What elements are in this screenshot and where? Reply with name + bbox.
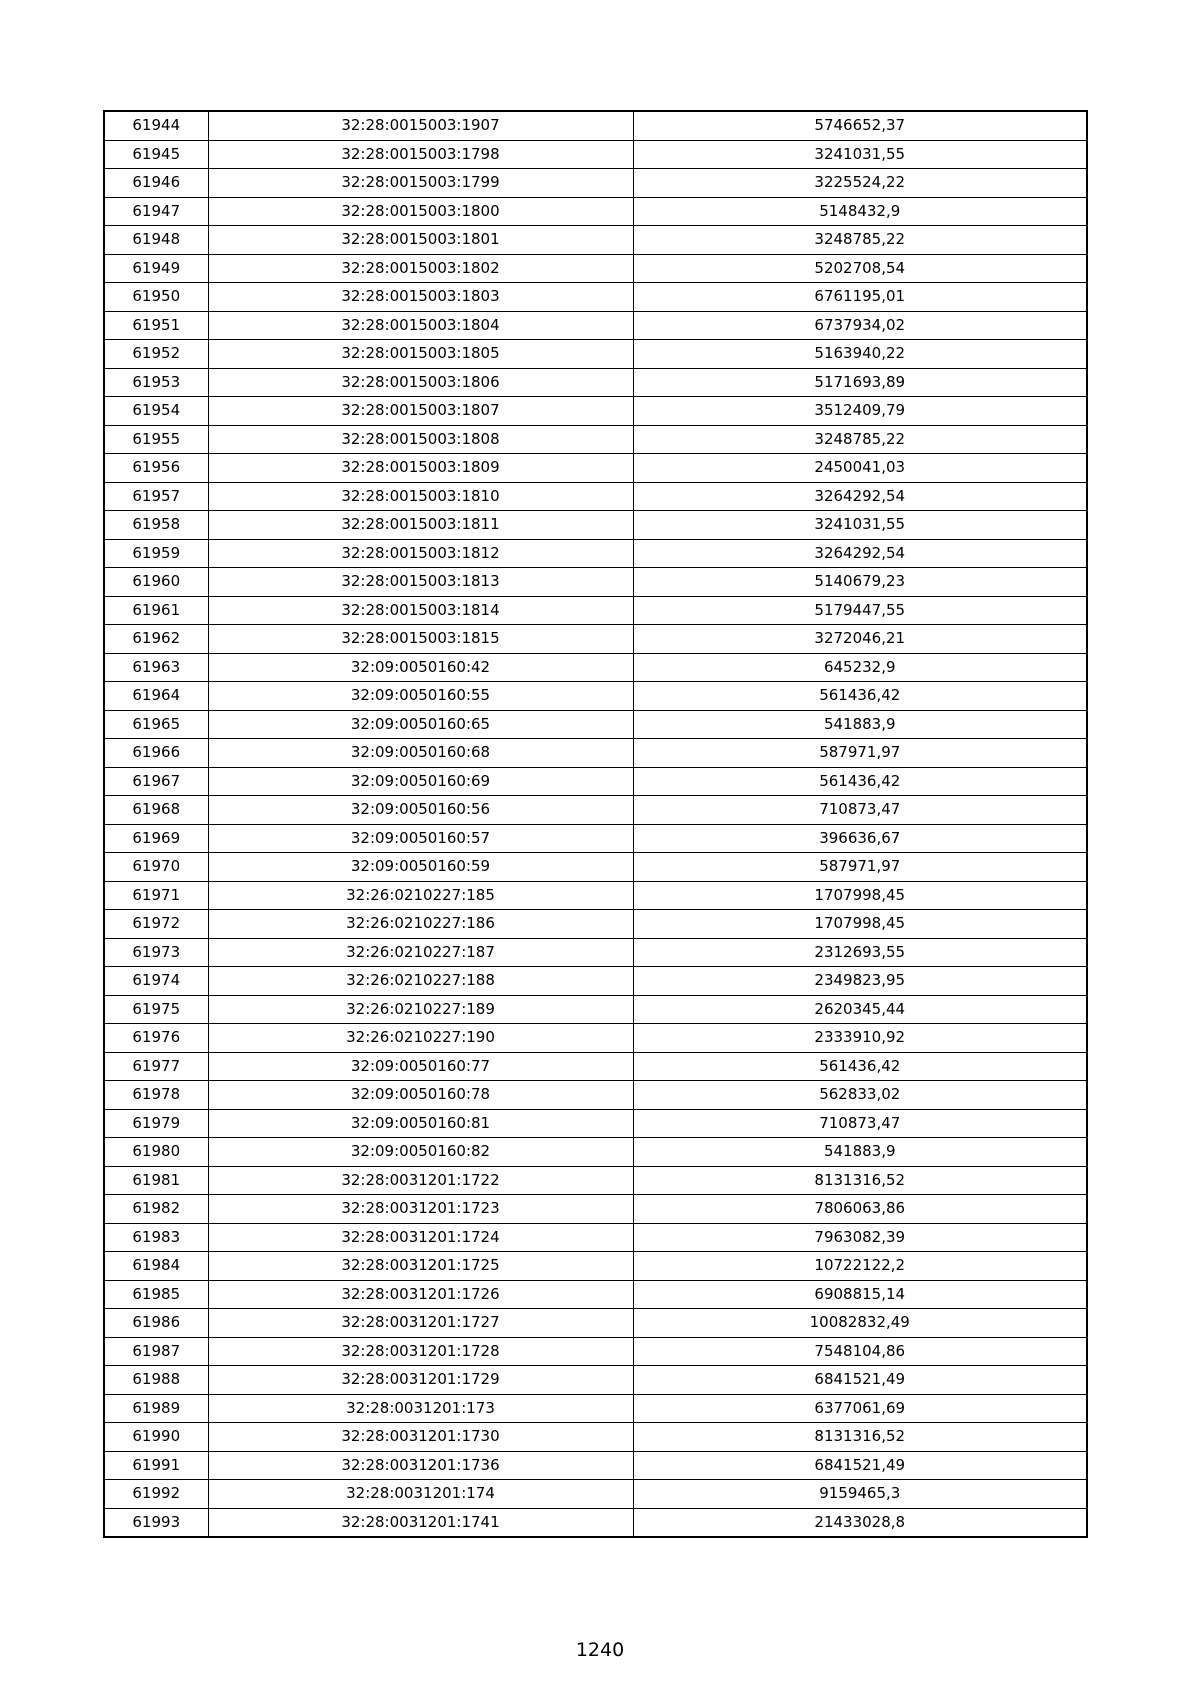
value-cell: 2450041,03: [633, 454, 1087, 483]
table-row: [104, 1337, 1087, 1366]
row-number-cell: 61959: [104, 539, 208, 568]
row-number-cell: 61965: [104, 710, 208, 739]
row-number-cell: 61993: [104, 1508, 208, 1537]
cadastral-number-cell: 32:09:0050160:56: [208, 796, 633, 825]
cadastral-number-cell: 32:28:0015003:1799: [208, 169, 633, 198]
row-number-cell: 61991: [104, 1451, 208, 1480]
table-row: [104, 425, 1087, 454]
table-row: [104, 454, 1087, 483]
cadastral-number-cell: 32:28:0031201:174: [208, 1480, 633, 1509]
value-cell: 710873,47: [633, 1109, 1087, 1138]
value-cell: 1707998,45: [633, 881, 1087, 910]
row-number-cell: 61952: [104, 340, 208, 369]
table-row: [104, 1166, 1087, 1195]
value-cell: 21433028,8: [633, 1508, 1087, 1537]
value-cell: 5163940,22: [633, 340, 1087, 369]
table-row: [104, 140, 1087, 169]
table-row: [104, 368, 1087, 397]
row-number-cell: 61974: [104, 967, 208, 996]
row-number-cell: 61990: [104, 1423, 208, 1452]
cadastral-number-cell: 32:28:0015003:1815: [208, 625, 633, 654]
page-number: 1240: [575, 1639, 625, 1661]
table-row: [104, 254, 1087, 283]
row-number-cell: 61992: [104, 1480, 208, 1509]
table-row: [104, 568, 1087, 597]
table-row: [104, 169, 1087, 198]
value-cell: 645232,9: [633, 653, 1087, 682]
value-cell: 7548104,86: [633, 1337, 1087, 1366]
value-cell: 587971,97: [633, 853, 1087, 882]
row-number-cell: 61967: [104, 767, 208, 796]
row-number-cell: 61971: [104, 881, 208, 910]
row-number-cell: 61983: [104, 1223, 208, 1252]
cadastral-number-cell: 32:28:0015003:1809: [208, 454, 633, 483]
row-number-cell: 61989: [104, 1394, 208, 1423]
row-number-cell: 61977: [104, 1052, 208, 1081]
row-number-cell: 61976: [104, 1024, 208, 1053]
cadastral-number-cell: 32:28:0015003:1812: [208, 539, 633, 568]
cadastral-number-cell: 32:09:0050160:65: [208, 710, 633, 739]
value-cell: 541883,9: [633, 710, 1087, 739]
value-cell: 562833,02: [633, 1081, 1087, 1110]
row-number-cell: 61975: [104, 995, 208, 1024]
cadastral-number-cell: 32:09:0050160:42: [208, 653, 633, 682]
cadastral-number-cell: 32:26:0210227:189: [208, 995, 633, 1024]
value-cell: 3248785,22: [633, 425, 1087, 454]
table-row: [104, 1052, 1087, 1081]
cadastral-number-cell: 32:09:0050160:82: [208, 1138, 633, 1167]
row-number-cell: 61982: [104, 1195, 208, 1224]
table-row: [104, 796, 1087, 825]
table-row: [104, 739, 1087, 768]
row-number-cell: 61944: [104, 111, 208, 140]
cadastral-number-cell: 32:28:0015003:1802: [208, 254, 633, 283]
table-row: [104, 1309, 1087, 1338]
cadastral-number-cell: 32:28:0015003:1803: [208, 283, 633, 312]
row-number-cell: 61964: [104, 682, 208, 711]
table-row: [104, 1081, 1087, 1110]
row-number-cell: 61969: [104, 824, 208, 853]
table-row: [104, 710, 1087, 739]
cadastral-number-cell: 32:28:0015003:1808: [208, 425, 633, 454]
table-row: [104, 1366, 1087, 1395]
cadastral-number-cell: 32:26:0210227:190: [208, 1024, 633, 1053]
value-cell: 561436,42: [633, 767, 1087, 796]
cadastral-number-cell: 32:09:0050160:77: [208, 1052, 633, 1081]
table-row: [104, 938, 1087, 967]
cadastral-number-cell: 32:28:0015003:1806: [208, 368, 633, 397]
value-cell: 6841521,49: [633, 1451, 1087, 1480]
table-row: [104, 767, 1087, 796]
row-number-cell: 61972: [104, 910, 208, 939]
table-row: [104, 111, 1087, 140]
row-number-cell: 61956: [104, 454, 208, 483]
cadastral-number-cell: 32:28:0031201:1724: [208, 1223, 633, 1252]
cadastral-number-cell: 32:28:0015003:1811: [208, 511, 633, 540]
cadastral-number-cell: 32:09:0050160:59: [208, 853, 633, 882]
table-row: [104, 511, 1087, 540]
cadastral-number-cell: 32:28:0015003:1807: [208, 397, 633, 426]
value-cell: 6841521,49: [633, 1366, 1087, 1395]
value-cell: 6908815,14: [633, 1280, 1087, 1309]
table-row: [104, 226, 1087, 255]
table-row: [104, 1508, 1087, 1537]
value-cell: 6737934,02: [633, 311, 1087, 340]
row-number-cell: 61984: [104, 1252, 208, 1281]
value-cell: 561436,42: [633, 1052, 1087, 1081]
row-number-cell: 61949: [104, 254, 208, 283]
cadastral-number-cell: 32:28:0015003:1907: [208, 111, 633, 140]
row-number-cell: 61970: [104, 853, 208, 882]
value-cell: 2620345,44: [633, 995, 1087, 1024]
value-cell: 10722122,2: [633, 1252, 1087, 1281]
table-row: [104, 1252, 1087, 1281]
row-number-cell: 61957: [104, 482, 208, 511]
table-row: [104, 853, 1087, 882]
row-number-cell: 61973: [104, 938, 208, 967]
row-number-cell: 61958: [104, 511, 208, 540]
table-row: [104, 881, 1087, 910]
row-number-cell: 61987: [104, 1337, 208, 1366]
row-number-cell: 61980: [104, 1138, 208, 1167]
value-cell: 2333910,92: [633, 1024, 1087, 1053]
value-cell: 3512409,79: [633, 397, 1087, 426]
row-number-cell: 61978: [104, 1081, 208, 1110]
table-row: [104, 625, 1087, 654]
table-row: [104, 682, 1087, 711]
cadastral-number-cell: 32:26:0210227:186: [208, 910, 633, 939]
cadastral-number-cell: 32:28:0015003:1804: [208, 311, 633, 340]
table-row: [104, 1138, 1087, 1167]
value-cell: 3241031,55: [633, 140, 1087, 169]
cadastral-number-cell: 32:28:0031201:1727: [208, 1309, 633, 1338]
cadastral-number-cell: 32:09:0050160:81: [208, 1109, 633, 1138]
row-number-cell: 61945: [104, 140, 208, 169]
cadastral-number-cell: 32:26:0210227:187: [208, 938, 633, 967]
table-row: [104, 397, 1087, 426]
value-cell: 561436,42: [633, 682, 1087, 711]
value-cell: 8131316,52: [633, 1166, 1087, 1195]
value-cell: 3272046,21: [633, 625, 1087, 654]
value-cell: 3248785,22: [633, 226, 1087, 255]
table-row: [104, 1451, 1087, 1480]
value-cell: 5148432,9: [633, 197, 1087, 226]
value-cell: 5179447,55: [633, 596, 1087, 625]
row-number-cell: 61988: [104, 1366, 208, 1395]
value-cell: 5202708,54: [633, 254, 1087, 283]
cadastral-number-cell: 32:28:0015003:1813: [208, 568, 633, 597]
value-cell: 5171693,89: [633, 368, 1087, 397]
row-number-cell: 61986: [104, 1309, 208, 1338]
table-row: [104, 967, 1087, 996]
table-row: [104, 283, 1087, 312]
value-cell: 3225524,22: [633, 169, 1087, 198]
cadastral-number-cell: 32:28:0031201:1741: [208, 1508, 633, 1537]
row-number-cell: 61951: [104, 311, 208, 340]
cadastral-number-cell: 32:28:0015003:1814: [208, 596, 633, 625]
cadastral-number-cell: 32:28:0031201:1722: [208, 1166, 633, 1195]
table-row: [104, 482, 1087, 511]
cadastral-number-cell: 32:28:0031201:1730: [208, 1423, 633, 1452]
cadastral-number-cell: 32:28:0031201:1736: [208, 1451, 633, 1480]
cadastral-number-cell: 32:28:0015003:1800: [208, 197, 633, 226]
table-row: [104, 340, 1087, 369]
value-cell: 1707998,45: [633, 910, 1087, 939]
table-row: [104, 1024, 1087, 1053]
cadastral-number-cell: 32:28:0031201:1725: [208, 1252, 633, 1281]
table-row: [104, 824, 1087, 853]
cadastral-number-cell: 32:09:0050160:68: [208, 739, 633, 768]
cadastral-number-cell: 32:28:0031201:1723: [208, 1195, 633, 1224]
table-row: [104, 910, 1087, 939]
data-table: [103, 110, 1088, 1538]
table-row: [104, 1394, 1087, 1423]
value-cell: 3264292,54: [633, 482, 1087, 511]
row-number-cell: 61966: [104, 739, 208, 768]
cadastral-number-cell: 32:28:0015003:1798: [208, 140, 633, 169]
table-row: [104, 1223, 1087, 1252]
row-number-cell: 61981: [104, 1166, 208, 1195]
value-cell: 710873,47: [633, 796, 1087, 825]
row-number-cell: 61947: [104, 197, 208, 226]
row-number-cell: 61954: [104, 397, 208, 426]
value-cell: 5746652,37: [633, 111, 1087, 140]
value-cell: 396636,67: [633, 824, 1087, 853]
cadastral-number-cell: 32:09:0050160:55: [208, 682, 633, 711]
cadastral-number-cell: 32:28:0015003:1810: [208, 482, 633, 511]
table-row: [104, 197, 1087, 226]
cadastral-number-cell: 32:26:0210227:188: [208, 967, 633, 996]
table-row: [104, 653, 1087, 682]
value-cell: 7963082,39: [633, 1223, 1087, 1252]
cadastral-number-cell: 32:26:0210227:185: [208, 881, 633, 910]
value-cell: 6377061,69: [633, 1394, 1087, 1423]
table-row: [104, 311, 1087, 340]
value-cell: 541883,9: [633, 1138, 1087, 1167]
row-number-cell: 61979: [104, 1109, 208, 1138]
row-number-cell: 61960: [104, 568, 208, 597]
table-row: [104, 1423, 1087, 1452]
cadastral-number-cell: 32:09:0050160:69: [208, 767, 633, 796]
row-number-cell: 61961: [104, 596, 208, 625]
cadastral-number-cell: 32:28:0015003:1801: [208, 226, 633, 255]
row-number-cell: 61968: [104, 796, 208, 825]
value-cell: 3264292,54: [633, 539, 1087, 568]
value-cell: 10082832,49: [633, 1309, 1087, 1338]
row-number-cell: 61963: [104, 653, 208, 682]
cadastral-number-cell: 32:28:0031201:1728: [208, 1337, 633, 1366]
table-row: [104, 1480, 1087, 1509]
value-cell: 7806063,86: [633, 1195, 1087, 1224]
table-row: [104, 1109, 1087, 1138]
row-number-cell: 61985: [104, 1280, 208, 1309]
value-cell: 9159465,3: [633, 1480, 1087, 1509]
table-row: [104, 1280, 1087, 1309]
cadastral-number-cell: 32:28:0031201:173: [208, 1394, 633, 1423]
table-row: [104, 539, 1087, 568]
cadastral-number-cell: 32:28:0031201:1729: [208, 1366, 633, 1395]
value-cell: 5140679,23: [633, 568, 1087, 597]
row-number-cell: 61955: [104, 425, 208, 454]
row-number-cell: 61953: [104, 368, 208, 397]
value-cell: 6761195,01: [633, 283, 1087, 312]
table-body: [104, 111, 1087, 1537]
value-cell: 3241031,55: [633, 511, 1087, 540]
value-cell: 587971,97: [633, 739, 1087, 768]
cadastral-number-cell: 32:09:0050160:57: [208, 824, 633, 853]
row-number-cell: 61946: [104, 169, 208, 198]
row-number-cell: 61962: [104, 625, 208, 654]
cadastral-number-cell: 32:28:0031201:1726: [208, 1280, 633, 1309]
table-row: [104, 995, 1087, 1024]
table-row: [104, 1195, 1087, 1224]
row-number-cell: 61948: [104, 226, 208, 255]
row-number-cell: 61950: [104, 283, 208, 312]
value-cell: 8131316,52: [633, 1423, 1087, 1452]
cadastral-number-cell: 32:28:0015003:1805: [208, 340, 633, 369]
value-cell: 2312693,55: [633, 938, 1087, 967]
value-cell: 2349823,95: [633, 967, 1087, 996]
cadastral-number-cell: 32:09:0050160:78: [208, 1081, 633, 1110]
table-row: [104, 596, 1087, 625]
